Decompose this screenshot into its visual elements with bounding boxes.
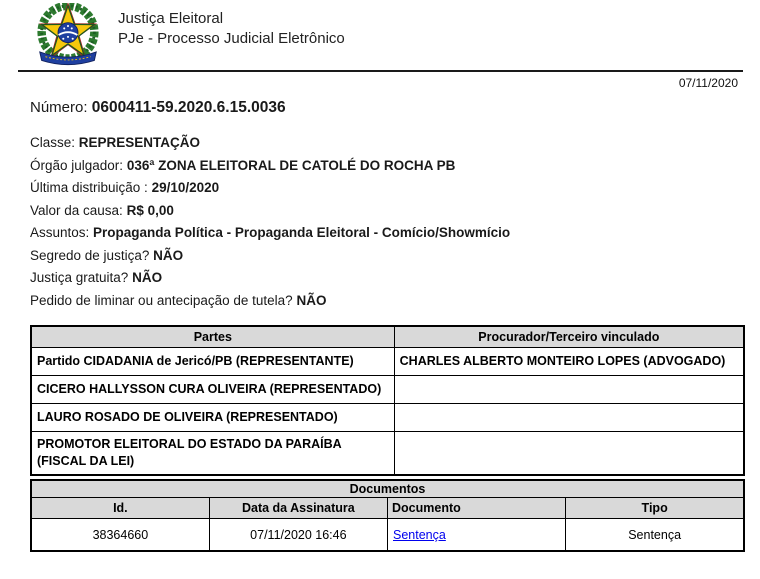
parties-header-procurador: Procurador/Terceiro vinculado — [394, 326, 744, 348]
document-cell — [388, 519, 566, 552]
table-row — [31, 376, 744, 404]
detail-pedido-liminar: Pedido de liminar ou antecipação de tutela? NÃO — [30, 292, 327, 308]
table-row — [31, 348, 744, 376]
page-header — [0, 0, 760, 67]
process-number-value: 0600411-59.2020.6.15.0036 — [91, 99, 286, 116]
org-title: Justiça Eleitoral — [118, 10, 224, 27]
table-row — [31, 432, 744, 476]
attorney-name — [394, 376, 744, 404]
detail-valor-causa: Valor da causa: R$ 0,00 — [30, 202, 174, 218]
system-title: PJe - Processo Judicial Eletrônico — [118, 30, 345, 47]
party-name: LAURO ROSADO DE OLIVEIRA (REPRESENTADO) — [31, 404, 394, 432]
parties-table-header-row — [31, 326, 744, 348]
attorney-name: CHARLES ALBERTO MONTEIRO LOPES (ADVOGADO) — [394, 348, 744, 376]
table-row — [31, 404, 744, 432]
document-id: 38364660 — [31, 519, 209, 552]
document-signature-date: 07/11/2020 16:46 — [209, 519, 387, 552]
docs-header-tipo: Tipo — [566, 498, 744, 519]
attorney-name — [394, 404, 744, 432]
documents-title-row — [31, 480, 744, 498]
document-link[interactable]: Sentença — [393, 527, 446, 542]
detail-orgao-julgador: Órgão julgador: 036ª ZONA ELEITORAL DE CATOLÉ DO ROCHA PB — [30, 157, 456, 173]
detail-assuntos: Assuntos: Propaganda Política - Propaganda Eleitoral - Comício/Showmício — [30, 225, 511, 240]
parties-header-partes: Partes — [31, 326, 394, 348]
party-name: CICERO HALLYSSON CURA OLIVEIRA (REPRESENTADO) — [31, 376, 394, 404]
process-number-label: Número: — [30, 99, 88, 116]
detail-classe: Classe: REPRESENTAÇÃO — [30, 135, 201, 150]
documents-header-row — [31, 498, 744, 519]
process-number-line — [30, 99, 760, 117]
parties-table — [30, 325, 745, 476]
documents-table — [30, 479, 745, 552]
attorney-name — [394, 432, 744, 476]
process-details — [30, 132, 760, 312]
docs-header-id: Id. — [31, 498, 209, 519]
table-row — [31, 519, 744, 552]
detail-segredo-justica: Segredo de justiça? NÃO — [30, 247, 184, 263]
documents-section-title: Documentos — [31, 480, 744, 498]
detail-justica-gratuita: Justiça gratuita? NÃO — [30, 270, 163, 285]
brazil-coat-of-arms-icon — [28, 3, 108, 67]
docs-header-documento: Documento — [388, 498, 566, 519]
detail-ultima-distribuicao: Última distribuição : 29/10/2020 — [30, 180, 220, 195]
header-divider — [18, 70, 743, 72]
party-name: PROMOTOR ELEITORAL DO ESTADO DA PARAÍBA (FISCAL DA LEI) — [31, 432, 394, 476]
docs-header-data-assinatura: Data da Assinatura — [209, 498, 387, 519]
document-date: 07/11/2020 — [678, 76, 738, 90]
party-name: Partido CIDADANIA de Jericó/PB (REPRESENTANTE) — [31, 348, 394, 376]
document-type: Sentença — [566, 519, 744, 552]
